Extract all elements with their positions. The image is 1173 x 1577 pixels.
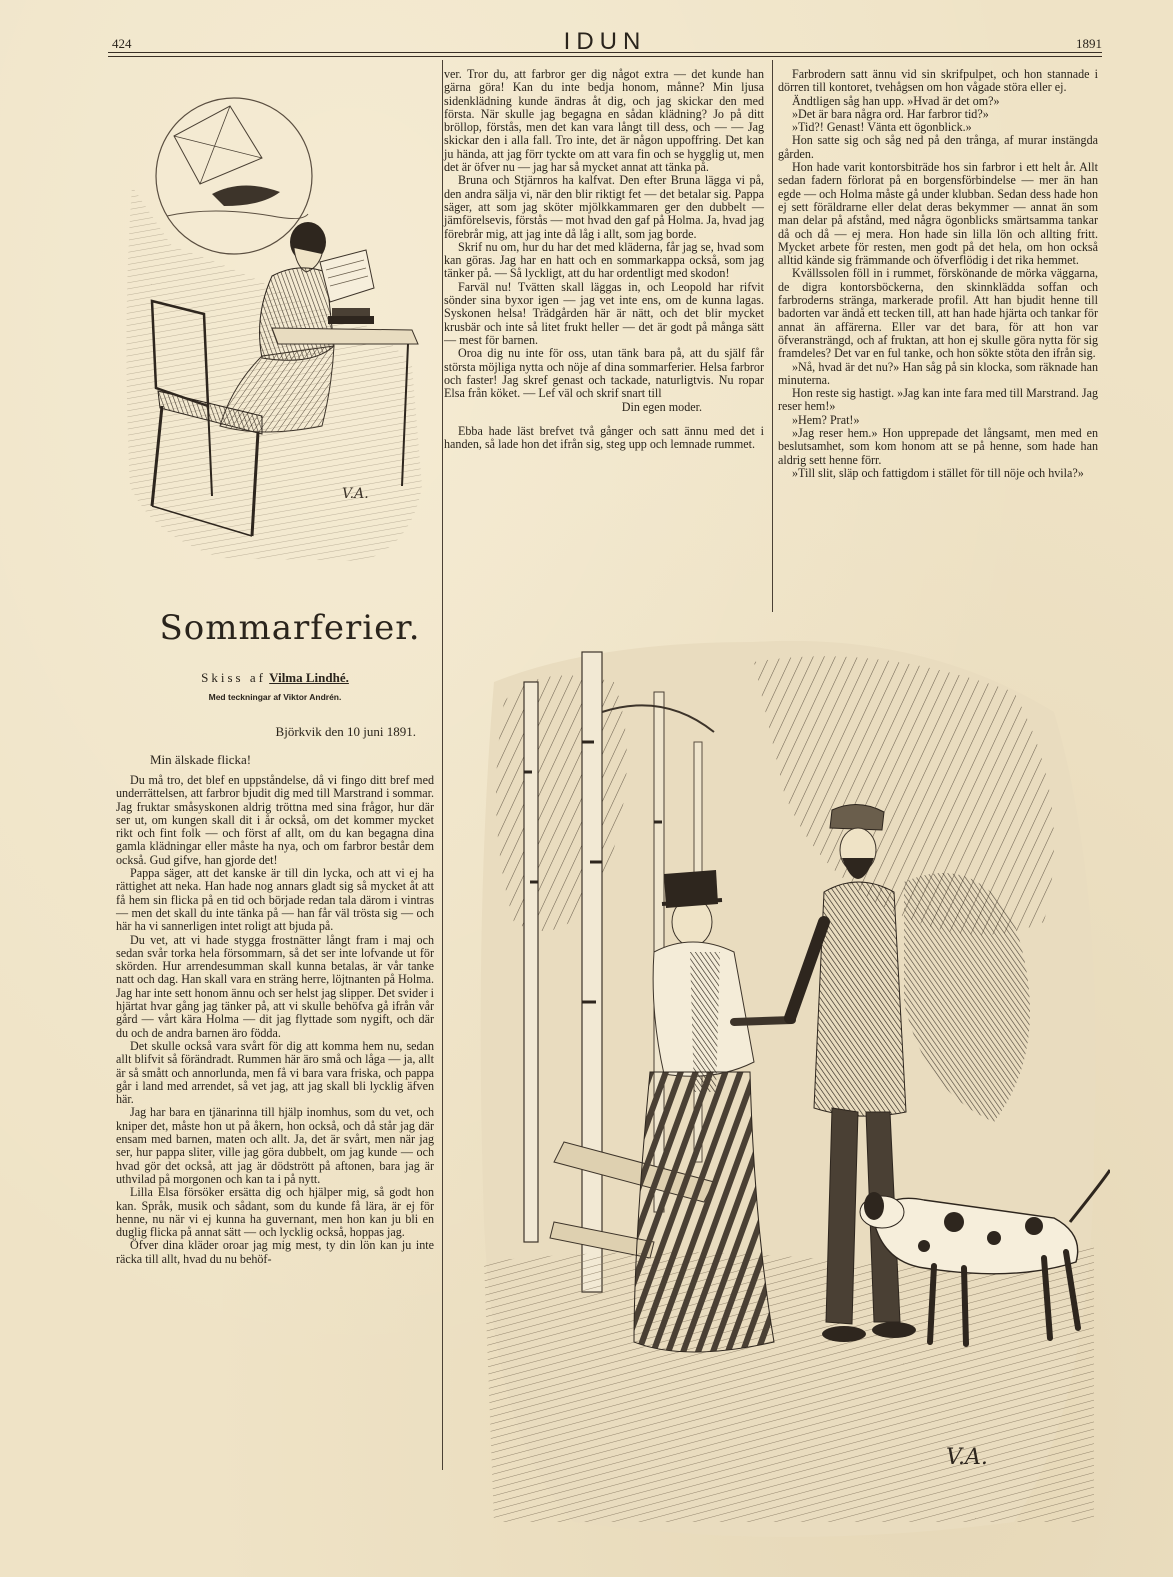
paragraph: Oroa dig nu inte för oss, utan tänk bara på, att du själf får största möjliga nytta och nöje af dina sommarferier. Helsa farbror och faster! Jag skref genast och tackade, naturligtvis. Nu ropar Elsa från köket. — Lef väl och skrif snart till bbox=[444, 346, 764, 401]
left-column-text bbox=[116, 774, 434, 1266]
grove-scene-drawing bbox=[454, 622, 1110, 1552]
paragraph: »Hem? Prat!» bbox=[792, 412, 860, 427]
header-rule-thin bbox=[108, 56, 1102, 57]
magazine-title: IDUN bbox=[563, 28, 647, 55]
paragraph: Farbrodern satt ännu vid sin skrifpulpet, och hon stannade i dörren till kontoret, tvehågsen om hon vågade störa eller ej. bbox=[778, 67, 1098, 95]
paragraph: ver. Tror du, att farbror ger dig något extra — det kunde han gärna göra! Kan du inte bedja honom, månne? Min ljusa sidenklädning kunde ändras åt dig, och jag skickar den med första. När skulle jag begagna en sådan klädning? Jo på ditt bröllop, förstås, men det kan vara långt till dess, och — — Jag skickar den i alla fall. Tro inte, det är någon uppoffring. Det kan ju hända, att jag förr tyckte om att vara fin och se hygglig ut, men det är öfver nu — jag har så mycket annat att tänka på. bbox=[444, 67, 764, 175]
column-divider-left bbox=[442, 60, 443, 1470]
illustration-woman-reading bbox=[112, 66, 434, 566]
paragraph: »Det är bara några ord. Har farbror tid?» bbox=[792, 106, 989, 121]
author-name: Vilma Lindhé. bbox=[269, 670, 349, 685]
right-column-text bbox=[778, 68, 1098, 480]
paragraph: Ebba hade läst brefvet två gånger och satt ännu med det i handen, så lade hon det ifrån sig, steg upp och lemnade rummet. bbox=[444, 423, 764, 452]
reading-woman-drawing bbox=[112, 66, 434, 566]
paragraph: Hon satte sig och såg ned på den trånga, af murar instängda gården. bbox=[778, 133, 1098, 161]
paragraph: Det skulle också vara svårt för dig att komma hem nu, sedan allt blifvit så förändradt. Rummen här äro små och låga — ja, allt är så smått och annorlunda, men få vi bara vara friska, och pappa går i land med arrendet, så vet jag, att jag skall bli lycklig äfven här. bbox=[116, 1038, 434, 1107]
paragraph: »Jag reser hem.» Hon upprepade det långsamt, men med en beslutsamhet, som kom honom att se på henne, som hade han aldrig sett henne förr. bbox=[778, 426, 1098, 467]
issue-year: 1891 bbox=[1076, 36, 1102, 51]
paragraph: Hon hade varit kontorsbiträde hos sin farbror i ett helt år. Allt sedan fadern förlorat på en borgensförbindelse — mer än han egde — och Holma måste gå under klubban. Sedan dess hade hon ej sett föräldrarne eller delat deras bekymmer — annat än som man delar på afstånd, med några ögonblicks smärtsamma tankar då och då — ej mera. Hon hade sin lilla lön och allting fritt. Mycket arbete för resten, men godt på det hela, om hon också alltid kände sig främmande och öfverflödig i det rika hemmet. bbox=[778, 160, 1098, 268]
running-header bbox=[108, 28, 1102, 54]
illustration-credit: Med teckningar af Viktor Andrén. bbox=[208, 692, 342, 702]
paragraph: »Till slit, släp och fattigdom i stället för till nöje och hvila?» bbox=[792, 465, 1084, 480]
story-title: Sommarferier. bbox=[159, 608, 421, 648]
paragraph: Ändtligen såg han upp. »Hvad är det om?» bbox=[792, 93, 1000, 108]
paragraph: Lilla Elsa försöker ersätta dig och hjälper mig, så godt hon kan. Språk, musik och sådant, som du kunde få lära, är ej för henne, nu när vi ej kunna ha guvernant, men hon kan ju bli en duglig flicka på annat sätt — och lycklig också, hoppas jag. bbox=[116, 1185, 434, 1240]
paragraph: Öfver dina kläder oroar jag mig mest, ty din lön kan ju inte räcka till allt, hvad du nu behöf- bbox=[116, 1238, 434, 1266]
illustration-signature: V.A. bbox=[946, 1445, 988, 1470]
illustration-meeting-in-grove bbox=[454, 622, 1110, 1552]
paragraph: Jag har bara en tjänarinna till hjälp inomhus, som du vet, och kniper det, måste hon ut på åkern, hon också, och då står jag där ensam med barnen, maten och allt. Ja, det är svårt, men när jag ser, hur pappa sliter, ville jag göra dubbelt, om jag kunde — och hvad gör det också, att jag är dödstrött på aftonen, bara jag är uthvilad på morgonen och kan ta i på nytt. bbox=[116, 1105, 434, 1186]
paragraph: Skrif nu om, hur du har det med kläderna, får jag se, hvad som kan göras. Jag har en hatt och en sommarkappa också, som jag tänker på. — Så lyckligt, att du har ordentligt med skodon! bbox=[444, 239, 764, 281]
paragraph: Farväl nu! Tvätten skall läggas in, och Leopold har rifvit sönder sina byxor igen — jag vet inte ens, om de kunna lagas. Syskonen helsa! Trädgården här är nätt, och det blir mycket krusbär och inte så litet frukt heller — det är godt på många sätt — mest för barnen. bbox=[444, 279, 764, 347]
paragraph: Hon reste sig hastigt. »Jag kan inte fara med till Marstrand. Jag reser hem!» bbox=[778, 386, 1098, 414]
paragraph: Kvällssolen föll in i rummet, förskönande de mörka väggarna, de digra kontorsböckerna, den skinnklädda soffan och farbroderns stränga, markerade profil. Att han bjudit henne till badorten var ändå ett tecken till, att han hade hjärta och tankar för annat än affärerna. Eller var det bara, för att hon var öfveransträngd, och af fruktan, att hon ej skulle göra nytta för sig framdeles? Det var en ful tanke, och hon sökte stöta den ifrån sig. bbox=[778, 266, 1098, 361]
byline-prefix: Skiss af bbox=[201, 670, 266, 685]
paragraph: Bruna och Stjärnros ha kalfvat. Den efter Bruna lägga vi på, den andra sälja vi, när den blir riktigt fet — det betalar sig. Pappa säger, att som jag sköter mjölkkammaren ger den dubbelt — jämförelsevis, förstås — mot hvad den gaf på Holma. Ja, hvad jag förebrår mig, att jag inte då låg i allt, som jag borde. bbox=[444, 173, 764, 241]
letter-dateline: Björkvik den 10 juni 1891. bbox=[275, 724, 416, 739]
page-number: 424 bbox=[112, 36, 132, 51]
illustration-signature: V.A. bbox=[342, 486, 369, 502]
paragraph: Pappa säger, att det kanske är till din lycka, och att vi ej ha rättighet att neka. Han hade nog annars gladt sig så mycket åt att få hem sin flicka på en tid och började redan tala därom i vintras — men det skall du inte tänka på — han får väl trösta sig — och här ha vi sannerligen intet roligt att bjuda på. bbox=[116, 866, 434, 934]
story-byline bbox=[110, 670, 440, 686]
letter-signoff: Din egen moder. bbox=[621, 400, 702, 415]
middle-column-text bbox=[444, 68, 764, 451]
header-rule bbox=[108, 52, 1102, 53]
column-divider-right bbox=[772, 60, 773, 612]
paragraph: »Nå, hvad är det nu?» Han såg på sin klocka, som räknade han minuterna. bbox=[778, 359, 1098, 387]
paragraph: Du vet, att vi hade stygga frostnätter långt fram i maj och sedan svår torka hela försommarn, så det ser inte lofvande ut för skörden. Hur arrendesumman skall kunna betalas, är vår tanke natt och dag. Han skall vara en sträng herre, löjtnanten på Holma. Jag har inte sett honom ännu och ser helst jag slipper. Det svider i hjärtat hvar gång jag tänker på, att vi skulle behöfva gå ifrån vår gård — vårt kära Holma — dit jag flyttade som nygift, och där du och de andra barnen äro födda. bbox=[116, 932, 434, 1040]
paragraph: Du må tro, det blef en uppståndelse, då vi fingo ditt bref med underrättelsen, att farbror bjudit dig med till Marstrand i sommar. Jag fruktar småsyskonen aldrig tröttna med sina frågor, hur där ser ut, om kungen skall dit i år också, om det kommer mycket rikt och fint folk — och först af allt, om du kan begagna dina gamla klädningar eller måste ha nya, och om farbror består dem också. Gud gifve, han gjorde det! bbox=[116, 773, 434, 867]
letter-salutation: Min älskade flicka! bbox=[150, 752, 252, 767]
paragraph: »Tid?! Genast! Vänta ett ögonblick.» bbox=[792, 120, 972, 135]
